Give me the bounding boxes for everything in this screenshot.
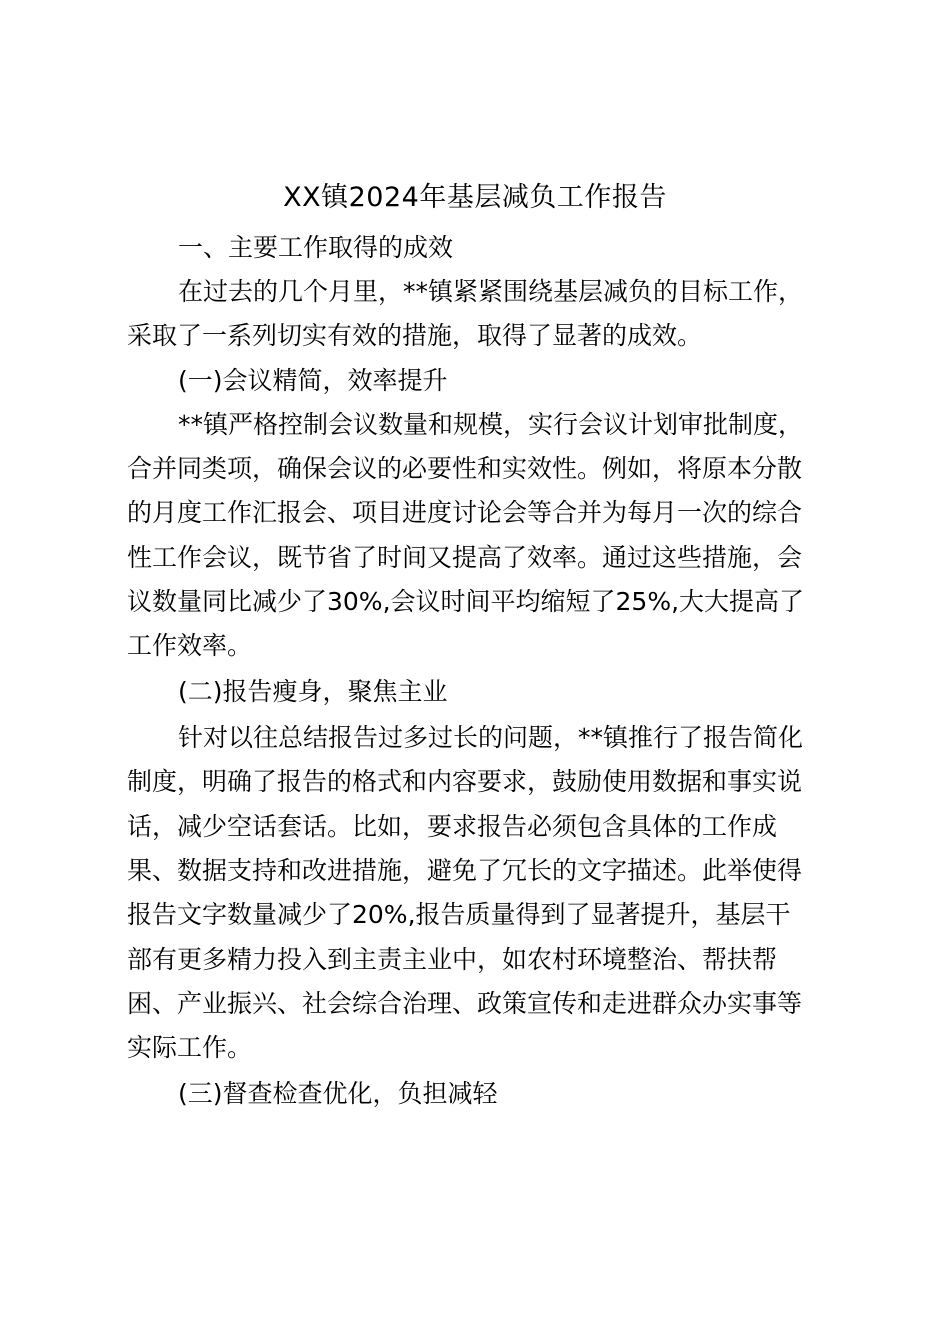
paragraph-line: 采取了一系列切实有效的措施，取得了显著的成效。	[127, 321, 703, 350]
section-heading-main-achievements: 一、主要工作取得的成效	[178, 233, 454, 262]
paragraph-line: 部有更多精力投入到主责主业中，如农村环境整治、帮扶帮	[127, 945, 778, 974]
paragraph-line: 合并同类项，确保会议的必要性和实效性。例如，将原本分散	[127, 454, 803, 483]
paragraph-line: 议数量同比减少了30%,会议时间平均缩短了25%,大大提高了	[127, 587, 805, 616]
subsection-heading-inspections: (三)督查检查优化，负担减轻	[178, 1079, 498, 1108]
paragraph-line: 话，减少空话套话。比如，要求报告必须包含具体的工作成	[127, 812, 778, 841]
paragraph-line: 实际工作。	[127, 1033, 253, 1062]
paragraph-line: 在过去的几个月里，**镇紧紧围绕基层减负的目标工作，	[178, 277, 804, 306]
paragraph-line: 针对以往总结报告过多过长的问题，**镇推行了报告简化	[178, 723, 804, 752]
paragraph-line: **镇严格控制会议数量和规模，实行会议计划审批制度，	[178, 410, 804, 439]
paragraph-line: 的月度工作汇报会、项目进度讨论会等合并为每月一次的综合	[127, 498, 803, 527]
paragraph-line: 工作效率。	[127, 631, 253, 660]
paragraph-line: 性工作会议，既节省了时间又提高了效率。通过这些措施，会	[127, 543, 803, 572]
subsection-heading-reports: (二)报告瘦身，聚焦主业	[178, 677, 448, 706]
subsection-heading-meetings: (一)会议精简，效率提升	[178, 366, 448, 395]
paragraph-line: 困、产业振兴、社会综合治理、政策宣传和走进群众办实事等	[127, 989, 803, 1018]
paragraph-line: 报告文字数量减少了20%,报告质量得到了显著提升，基层干	[127, 900, 791, 929]
document-title: XX镇2024年基层减负工作报告	[283, 182, 667, 213]
paragraph-line: 制度，明确了报告的格式和内容要求，鼓励使用数据和事实说	[127, 767, 803, 796]
paragraph-line: 果、数据支持和改进措施，避免了冗长的文字描述。此举使得	[127, 856, 803, 885]
